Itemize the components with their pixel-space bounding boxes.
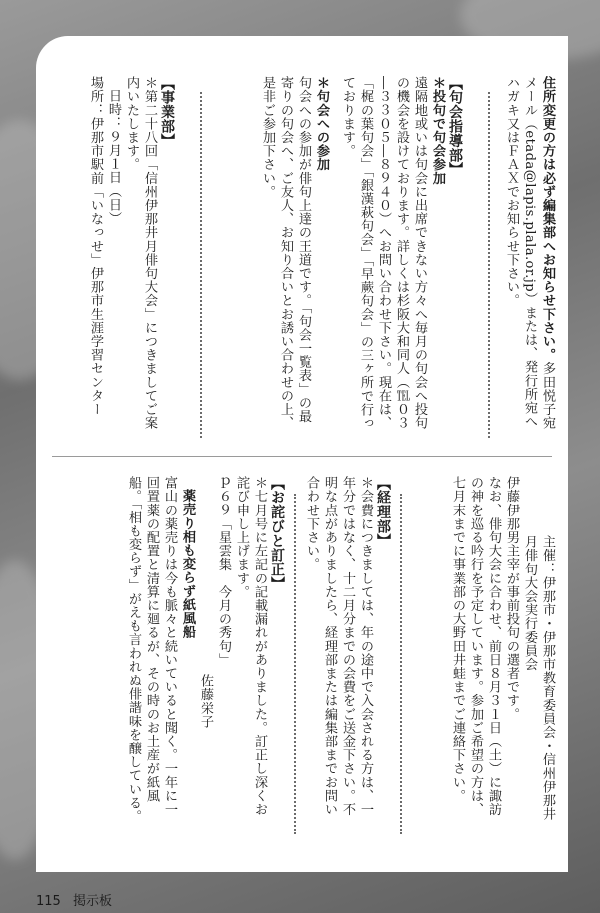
- events-cont-body: なお、俳句大会に合わせ、前日８月３１日（土）に諏訪の神を巡る吟行を予定しています。参加ご希望の方は、七月末までに事業部の大野田井蛙までご連絡下さい。: [450, 476, 501, 816]
- correction-section: [124, 476, 286, 826]
- events-selector: 伊藤伊那男主宰が事前投句の選者です。: [504, 476, 519, 721]
- address-change-heading: 住所変更の方は必ず編集部へお知らせ下さい。: [540, 76, 555, 362]
- correction-body: ＊七月号に左記の記載漏れがありました。訂正し深くお詫び申し上げます。: [234, 476, 267, 816]
- correction-ref: ｐ６９「星雲集 今月の秀句」: [216, 476, 231, 667]
- section-label: 掲示板: [72, 894, 112, 909]
- page-number: 115: [36, 894, 61, 909]
- column-divider: [294, 494, 296, 834]
- guidance-body: 遠隔地或いは句会に出席できない方々へ毎月の句会へ投句の機会を設けております。詳しくは杉阪大和同人（℡０３―３３０５―８９４０）へお問い合わせ下さい。現在は、「梶の葉句会」「銀漢萩句会」「早蕨句会」の三ヶ所で行っております。: [340, 76, 427, 430]
- events-body: ＊第二十八回「信州伊那井月俳句大会」につきましてご案内いたします。: [124, 76, 157, 430]
- events-continued: [448, 476, 556, 826]
- events-section: [86, 76, 176, 436]
- bulletin-card: [36, 36, 568, 872]
- events-heading: 【事業部】: [159, 76, 175, 148]
- column-divider: [200, 92, 202, 438]
- correction-author: 佐藤栄子: [198, 674, 213, 729]
- accounting-section: [302, 476, 392, 826]
- events-place: 場所：伊那市駅前「いなっせ」伊那市生涯学習センター: [88, 76, 103, 416]
- page-footer: [36, 890, 120, 909]
- section-divider: [52, 456, 552, 457]
- guidance-heading: 【句会指導部】: [447, 76, 463, 177]
- correction-heading: 【お詫びと訂正】: [269, 476, 285, 592]
- join-subheading: ＊句会への参加: [314, 76, 329, 172]
- join-body: 句会への参加が俳句上達の王道です。「句会一覧表」の最寄りの句会へ、ご友人、お知り合いとお誘い合わせの上、是非ご参加下さい。: [260, 76, 311, 430]
- address-change-notice: [502, 76, 556, 436]
- accounting-heading: 【経理部】: [375, 476, 391, 548]
- address-change-text: 多田悦子宛メール（etada@lapis.plala.or.jp）または、発行所宛へハガキ又はＦＡＸでお知らせ下さい。: [504, 76, 555, 430]
- accounting-body: ＊会費につきましては、年の途中で入会される方は、一年分ではなく、十二月分までの会費をご送金下さい。不明な点がありましたら、経理部または編集部までお問い合わせ下さい。: [304, 476, 373, 816]
- guidance-subheading: ＊投句で句会参加: [430, 76, 445, 185]
- correction-comment: 富山の薬売りは今も脈々と続いていると聞く。一年に一回置薬の配置と清算に廻るが、その時のお土産が紙風船。「相も変らず」がえも言われぬ俳諧味を醸している。: [126, 476, 177, 823]
- correction-haiku: 薬売り相も変らず紙風船: [180, 489, 195, 639]
- events-date: 日時：９月１日（日）: [106, 89, 121, 226]
- column-divider: [400, 494, 402, 834]
- events-sponsor: 主催：伊那市・伊那市教育委員会・信州伊那井月俳句大会実行委員会: [522, 535, 555, 821]
- guidance-section: [258, 76, 464, 436]
- column-divider: [488, 92, 490, 438]
